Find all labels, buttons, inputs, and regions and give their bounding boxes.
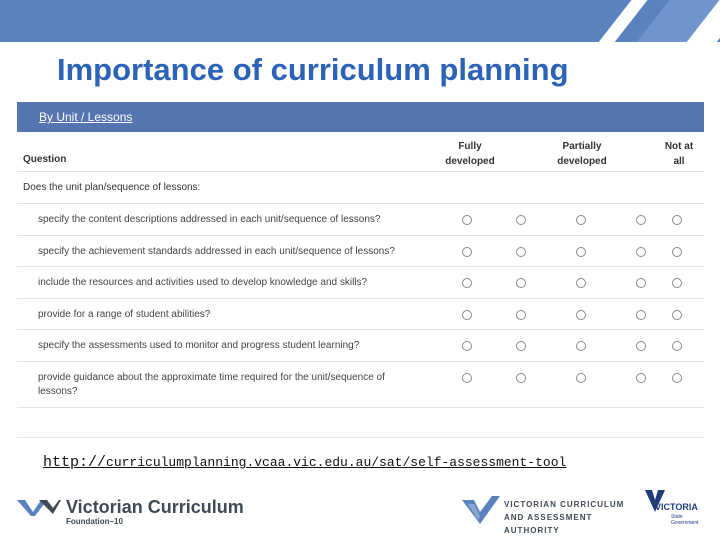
question-label: specify the content descriptions addressed in each unit/sequence of lessons? xyxy=(38,214,381,225)
question-header: Question xyxy=(23,154,67,165)
vc-logo-subtitle: Foundation–10 xyxy=(66,517,123,526)
section-label: Does the unit plan/sequence of lessons: xyxy=(17,172,704,204)
table-row xyxy=(17,299,704,331)
top-banner xyxy=(0,0,720,42)
table-row xyxy=(17,362,704,408)
rating-radio-5[interactable] xyxy=(672,373,682,383)
vcaa-line: VICTORIAN CURRICULUM xyxy=(504,500,625,509)
rating-radio-5[interactable] xyxy=(672,247,682,257)
vc-chevron-icon xyxy=(17,496,61,518)
rating-radio-3[interactable] xyxy=(576,278,586,288)
rating-radio-4[interactable] xyxy=(636,215,646,225)
column-header-line: developed xyxy=(445,156,495,167)
column-header-line: Fully xyxy=(458,141,482,152)
table-row xyxy=(17,330,704,362)
rating-radio-1[interactable] xyxy=(462,341,472,351)
rating-radio-4[interactable] xyxy=(636,310,646,320)
table-row xyxy=(17,236,704,268)
question-label: provide for a range of student abilities? xyxy=(38,308,211,320)
rating-radio-4[interactable] xyxy=(636,341,646,351)
rating-radio-3[interactable] xyxy=(576,373,586,383)
column-header-not-at-all xyxy=(653,139,705,169)
victoria-government-logo xyxy=(645,490,705,530)
vicgov-text: VICTORIA xyxy=(655,502,698,512)
tab-by-unit-lessons[interactable]: By Unit / Lessons xyxy=(17,102,704,132)
tool-link[interactable] xyxy=(43,454,566,471)
question-label: provide guidance about the approximate time required for the unit/sequence of lessons? xyxy=(38,371,385,397)
column-header-line: developed xyxy=(557,156,607,167)
column-header-line: Not at xyxy=(664,141,694,152)
rating-radio-1[interactable] xyxy=(462,247,472,257)
table-row xyxy=(17,267,704,299)
rating-radio-4[interactable] xyxy=(636,278,646,288)
rating-radio-5[interactable] xyxy=(672,341,682,351)
rating-radio-4[interactable] xyxy=(636,373,646,383)
rating-radio-2[interactable] xyxy=(516,278,526,288)
url-path: curriculumplanning.vcaa.vic.edu.au/sat/self-assessment-tool xyxy=(106,455,567,470)
column-header-line: all xyxy=(673,156,685,167)
slide-title: Importance of curriculum planning xyxy=(57,52,569,87)
rating-radio-1[interactable] xyxy=(462,278,472,288)
column-header-partially xyxy=(547,139,617,169)
rating-radio-1[interactable] xyxy=(462,373,472,383)
column-header-fully xyxy=(435,139,505,169)
rating-radio-5[interactable] xyxy=(672,215,682,225)
vicgov-sub-line: Government xyxy=(671,520,699,526)
rating-radio-3[interactable] xyxy=(576,341,586,351)
rating-radio-1[interactable] xyxy=(462,310,472,320)
vicgov-sub-line: State xyxy=(671,514,683,520)
rating-radio-5[interactable] xyxy=(672,278,682,288)
vc-logo-title: Victorian Curriculum xyxy=(66,497,244,517)
victorian-curriculum-logo xyxy=(17,492,257,530)
rating-radio-1[interactable] xyxy=(462,215,472,225)
rating-radio-3[interactable] xyxy=(576,247,586,257)
column-header-line: Partially xyxy=(562,141,602,152)
rating-radio-5[interactable] xyxy=(672,310,682,320)
question-label: specify the assessments used to monitor and progress student learning? xyxy=(38,340,360,351)
rating-radio-4[interactable] xyxy=(636,247,646,257)
rating-radio-2[interactable] xyxy=(516,310,526,320)
rating-radio-3[interactable] xyxy=(576,215,586,225)
vcaa-logo-text xyxy=(504,498,632,537)
vicgov-subtitle xyxy=(671,514,699,526)
question-label: include the resources and activities used to develop knowledge and skills? xyxy=(38,277,368,288)
url-protocol: http:// xyxy=(43,454,107,471)
rating-radio-2[interactable] xyxy=(516,215,526,225)
table-row xyxy=(17,204,704,236)
vcaa-line: AND ASSESSMENT AUTHORITY xyxy=(504,513,593,535)
rating-radio-2[interactable] xyxy=(516,341,526,351)
rating-radio-3[interactable] xyxy=(576,310,586,320)
vcaa-check-icon xyxy=(462,494,500,526)
table-header xyxy=(17,132,704,172)
rating-radio-2[interactable] xyxy=(516,373,526,383)
rating-radio-2[interactable] xyxy=(516,247,526,257)
vcaa-logo xyxy=(462,494,632,535)
question-label: specify the achievement standards addressed in each unit/sequence of lessons? xyxy=(38,245,395,257)
self-assessment-panel xyxy=(17,102,704,438)
